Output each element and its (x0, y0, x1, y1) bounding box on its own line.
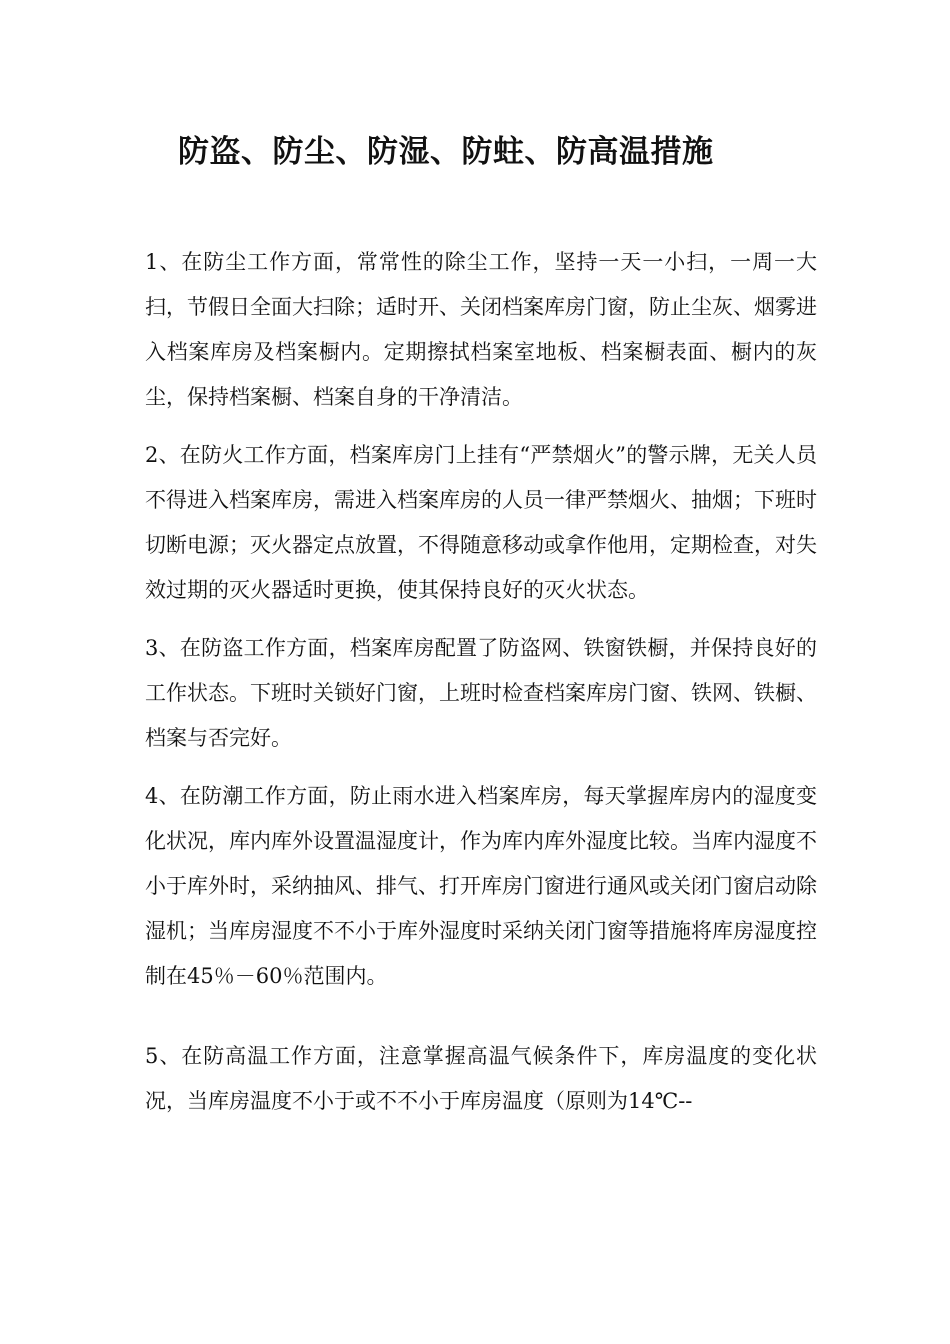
paragraph-fire-prevention: 2、在防火工作方面，档案库房门上挂有“严禁烟火”的警示牌，无关人员不得进入档案库房，需进入档案库房的人员一律严禁烟火、抽烟；下班时切断电源；灭火器定点放置，不得随意移动或拿作他用，定期检查，对失效过期的灭火器适时更换，使其保持良好的灭火状态。 (145, 443, 817, 602)
paragraph-heat-prevention: 5、在防高温工作方面，注意掌握高温气候条件下，库房温度的变化状况，当库房温度不小于或不不小于库房温度（原则为14℃-- (145, 1044, 817, 1113)
paragraph-dust-prevention: 1、在防尘工作方面，常常性的除尘工作，坚持一天一小扫，一周一大扫，节假日全面大扫除；适时开、关闭档案库房门窗，防止尘灰、烟雾进入档案库房及档案橱内。定期擦拭档案室地板、档案橱表面、橱内的灰尘，保持档案橱、档案自身的干净清洁。 (145, 250, 817, 409)
document-body (145, 240, 817, 1124)
document-title: 防盗、防尘、防湿、防蛀、防高温措施 (178, 134, 714, 170)
paragraph-theft-prevention: 3、在防盗工作方面，档案库房配置了防盗网、铁窗铁橱，并保持良好的工作状态。下班时关锁好门窗，上班时检查档案库房门窗、铁网、铁橱、档案与否完好。 (145, 636, 817, 750)
paragraph-moisture-prevention: 4、在防潮工作方面，防止雨水进入档案库房，每天掌握库房内的湿度变化状况，库内库外设置温湿度计，作为库内库外湿度比较。当库内湿度不小于库外时，采纳抽风、排气、打开库房门窗进行通风或关闭门窗启动除湿机；当库房湿度不不小于库外湿度时采纳关闭门窗等措施将库房湿度控制在45％－60％范围内。 (145, 784, 817, 988)
